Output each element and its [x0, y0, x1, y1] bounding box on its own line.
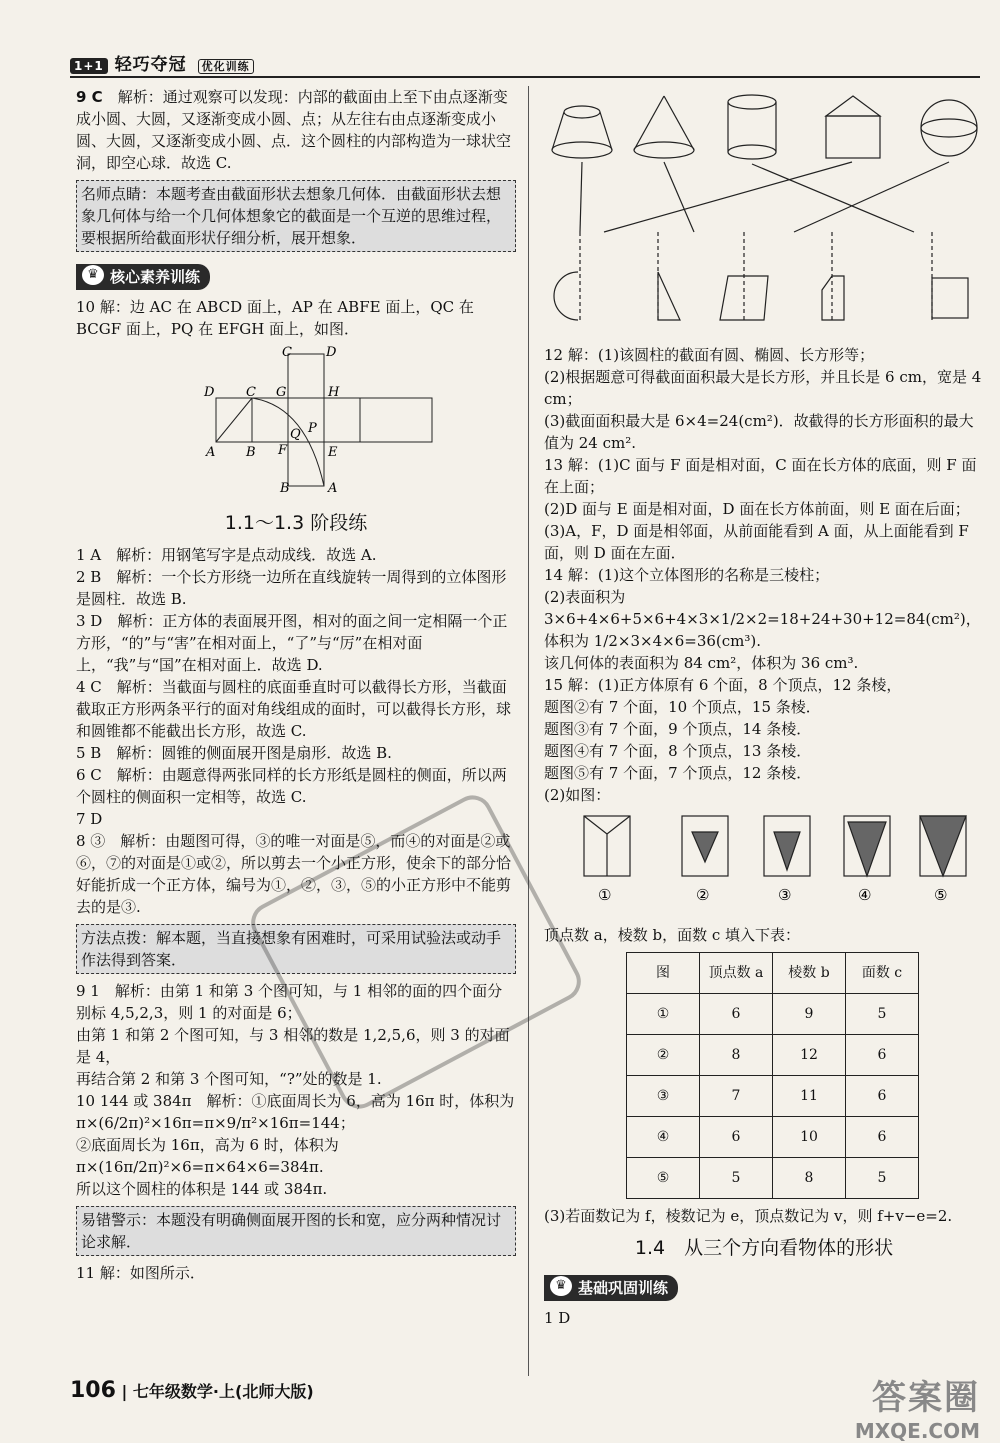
series-tag: 优化训练	[198, 59, 254, 74]
prism-label-4: ④	[858, 886, 872, 904]
table-cell: 5	[846, 1158, 919, 1199]
net-label-a: A	[206, 445, 216, 460]
solids-sections-svg	[544, 92, 984, 332]
prism-label-3: ③	[778, 886, 792, 904]
table-header: 面数 c	[846, 953, 919, 994]
prism-label-5: ⑤	[934, 886, 948, 904]
net-label-h: H	[328, 385, 340, 400]
book-title: 七年级数学·上(北师大版)	[132, 1382, 314, 1401]
page-number: 106	[70, 1378, 116, 1403]
watermark-url: MXQE.COM	[854, 1419, 980, 1443]
q15-answer: 15 解：(1)正方体原有 6 个面，8 个顶点，12 条棱， 题图②有 7 个面，10 个顶点，15 条棱． 题图③有 7 个面，9 个顶点，14 条棱． 题图④有 7 个面，8 个顶点，13 条棱． 题图⑤有 7 个面，7 个顶点，12 条棱． (2)如图：	[544, 676, 902, 804]
section-1-4-title: 1.4 从三个方向看物体的形状	[634, 1237, 894, 1259]
q14-answer: 14 解：(1)这个立体图形的名称是三棱柱； (2)表面积为 3×6+4×6+5×6+4×3×1/2×2=18+24+30+12=84(cm²)，体积为 1/2×3×4×6=36(cm³). 该几何体的表面积为 84 cm²，体积为 36 cm³.	[544, 566, 981, 672]
q9-answer	[76, 86, 516, 174]
footer: 106 | 七年级数学·上(北师大版)	[70, 1378, 314, 1403]
table-cell: 8	[773, 1158, 846, 1199]
q12-answer: 12 解：(1)该圆柱的截面有圆、椭圆、长方形等； (2)根据题意可得截面面积最大是长方形，并且长是 6 cm，宽是 4 cm； (3)截面面积最大是 6×4=24(cm²)．故截得的长方形面积的最大值为 24 cm².	[544, 346, 982, 452]
table-cell: 7	[700, 1076, 773, 1117]
table-cell: 8	[700, 1035, 773, 1076]
item-10b-line2: ②底面周长为 16π，高为 6 时，体积为 π×(16π/2π)²×6=π×64×6=384π.	[76, 1136, 344, 1176]
table-cell: ②	[627, 1035, 700, 1076]
item-7: 7 D	[76, 810, 103, 828]
q1-answer: 1 D	[544, 1309, 571, 1327]
net-label-e: E	[328, 445, 338, 460]
table-row	[627, 1117, 919, 1158]
tip-box-1: 名师点睛：本题考查由截面形状去想象几何体．由截面形状去想象几何体与给一个几何体想象它的截面是一个互逆的思维过程，要根据所给截面形状仔细分析，展开想象．	[76, 180, 516, 252]
item-8: 8 ③ 解析：由题图可得，③的唯一对面是⑤，而④的对面是②或⑥，⑦的对面是①或②，所以剪去一个小正方形，使余下的部分恰好能折成一个正方体，编号为①，②，③，⑤的小正方形中不能剪去的是③.	[76, 832, 512, 916]
net-label-a-bottom: A	[328, 481, 338, 496]
table-cell: 6	[846, 1076, 919, 1117]
table-cell: 6	[700, 1117, 773, 1158]
net-label-d-top: D	[326, 346, 337, 360]
q15-part3: (3)若面数记为 f，棱数记为 e，顶点数记为 v，则 f+v−e=2.	[544, 1207, 953, 1225]
prisms-svg	[544, 812, 984, 912]
cube-net-svg	[76, 346, 516, 496]
table-row	[627, 1158, 919, 1199]
table-header-row	[627, 953, 919, 994]
q9-text: 解析：通过观察可以发现：内部的截面由上至下由点逐渐变成小圆、大圆，又逐渐变成小圆、点；从左往右由点逐渐变成小圆、大圆，又逐渐变成小圆、点．这个圆柱的内部构造为一球状空洞，即空心球．故选 C.	[76, 88, 512, 172]
table-cell: 6	[700, 994, 773, 1035]
net-label-g: G	[276, 385, 287, 400]
item-4: 4 C 解析：当截面与圆柱的底面垂直时可以截得长方形，当截面截取正方形两条平行的面对角线组成的面时，可以截得长方形，球和圆锥都不能截出长方形，故选 C.	[76, 678, 512, 740]
item-11: 11 解：如图所示．	[76, 1264, 205, 1282]
table-cell: 10	[773, 1117, 846, 1158]
table-cell: ③	[627, 1076, 700, 1117]
vertex-edge-face-table	[626, 952, 919, 1199]
table-cell: 6	[846, 1117, 919, 1158]
table-cell: ⑤	[627, 1158, 700, 1199]
table-header: 棱数 b	[773, 953, 846, 994]
table-cell: 12	[773, 1035, 846, 1076]
left-column	[76, 86, 520, 1284]
table-header: 图	[627, 953, 700, 994]
solids-sections-figure	[544, 92, 984, 338]
net-label-p: P	[308, 421, 317, 436]
net-label-c: C	[246, 385, 256, 400]
section-basic-training: ♛ 基础巩固训练	[544, 1275, 678, 1301]
item-3: 3 D 解析：正方体的表面展开图，相对的面之间一定相隔一个正方形，“的”与“害”在相对面上，“了”与“厉”在相对面上，“我”与“国”在相对面上．故选 D.	[76, 612, 508, 674]
net-label-b-bottom: B	[280, 481, 290, 496]
brand-name: 轻巧夺冠	[114, 55, 187, 75]
prism-label-1: ①	[598, 886, 612, 904]
tip-box-2: 方法点拨：解本题，当直接想象有困难时，可采用试验法或动手作法得到答案．	[76, 924, 516, 974]
table-cell: ①	[627, 994, 700, 1035]
prism-label-2: ②	[696, 886, 710, 904]
item-1: 1 A 解析：用钢笔写字是点动成线．故选 A.	[76, 546, 377, 564]
header	[70, 48, 980, 78]
net-label-q: Q	[290, 427, 301, 442]
right-column	[544, 86, 984, 1329]
site-watermark	[855, 1370, 980, 1443]
item-5: 5 B 解析：圆锥的侧面展开图是扇形．故选 B.	[76, 744, 392, 762]
tip-box-3: 易错警示：本题没有明确侧面展开图的长和宽，应分两种情况讨论求解．	[76, 1206, 516, 1256]
cube-net-figure	[76, 346, 516, 502]
table-cell: ④	[627, 1117, 700, 1158]
table-header: 顶点数 a	[700, 953, 773, 994]
q13-answer: 13 解：(1)C 面与 F 面是相对面，C 面在长方体的底面，则 F 面在上面； (2)D 面与 E 面是相对面，D 面在长方体前面，则 E 面在后面； (3)A，F，D 面是相邻面，从前面能看到 A 面，从上面能看到 F 面，则 D 面在左面．	[544, 456, 977, 562]
brand-badge: 1+1	[70, 58, 108, 74]
table-cell: 6	[846, 1035, 919, 1076]
table-intro: 顶点数 a，棱数 b，面数 c 填入下表：	[544, 926, 801, 944]
net-label-c-top: C	[282, 346, 292, 360]
table-cell: 5	[700, 1158, 773, 1199]
item-2: 2 B 解析：一个长方形绕一边所在直线旋转一周得到的立体图形是圆柱．故选 B.	[76, 568, 507, 608]
brand-logo	[70, 50, 254, 75]
table-cell: 11	[773, 1076, 846, 1117]
watermark-main: 答案圈	[872, 1378, 980, 1418]
table-row	[627, 1035, 919, 1076]
table-cell: 9	[773, 994, 846, 1035]
item-10b-line1: 10 144 或 384π 解析：①底面周长为 6，高为 16π 时，体积为 π×(6/2π)²×16π=π×9/π²×16π=144；	[76, 1092, 520, 1132]
net-label-b: B	[246, 445, 256, 460]
column-divider	[528, 86, 529, 1376]
q9-head: 9 C	[76, 88, 103, 106]
item-9b: 9 1 解析：由第 1 和第 3 个图可知，与 1 相邻的面的四个面分别标 4,5,2,3，则 1 的对面是 6； 由第 1 和第 2 个图可知，与 3 相邻的数是 1,2,5,6，则 3 的对面是 4， 再结合第 2 和第 3 个图可知，“?”处的数是 1.	[76, 982, 510, 1088]
table-cell: 5	[846, 994, 919, 1035]
section-core-training: ♛ 核心素养训练	[76, 264, 210, 290]
net-label-d: D	[204, 385, 215, 400]
stage-title: 1.1～1.3 阶段练	[224, 512, 368, 534]
item-10b-line3: 所以这个圆柱的体积是 144 或 384π.	[76, 1180, 328, 1198]
net-label-f: F	[278, 443, 288, 458]
q10-answer: 10 解：边 AC 在 ABCD 面上，AP 在 ABFE 面上，QC 在 BCGF 面上，PQ 在 EFGH 面上，如图．	[76, 298, 479, 338]
prism-figures	[544, 812, 984, 918]
table-row	[627, 1076, 919, 1117]
table-row	[627, 994, 919, 1035]
item-6: 6 C 解析：由题意得两张同样的长方形纸是圆柱的侧面，所以两个圆柱的侧面积一定相等，故选 C.	[76, 766, 507, 806]
